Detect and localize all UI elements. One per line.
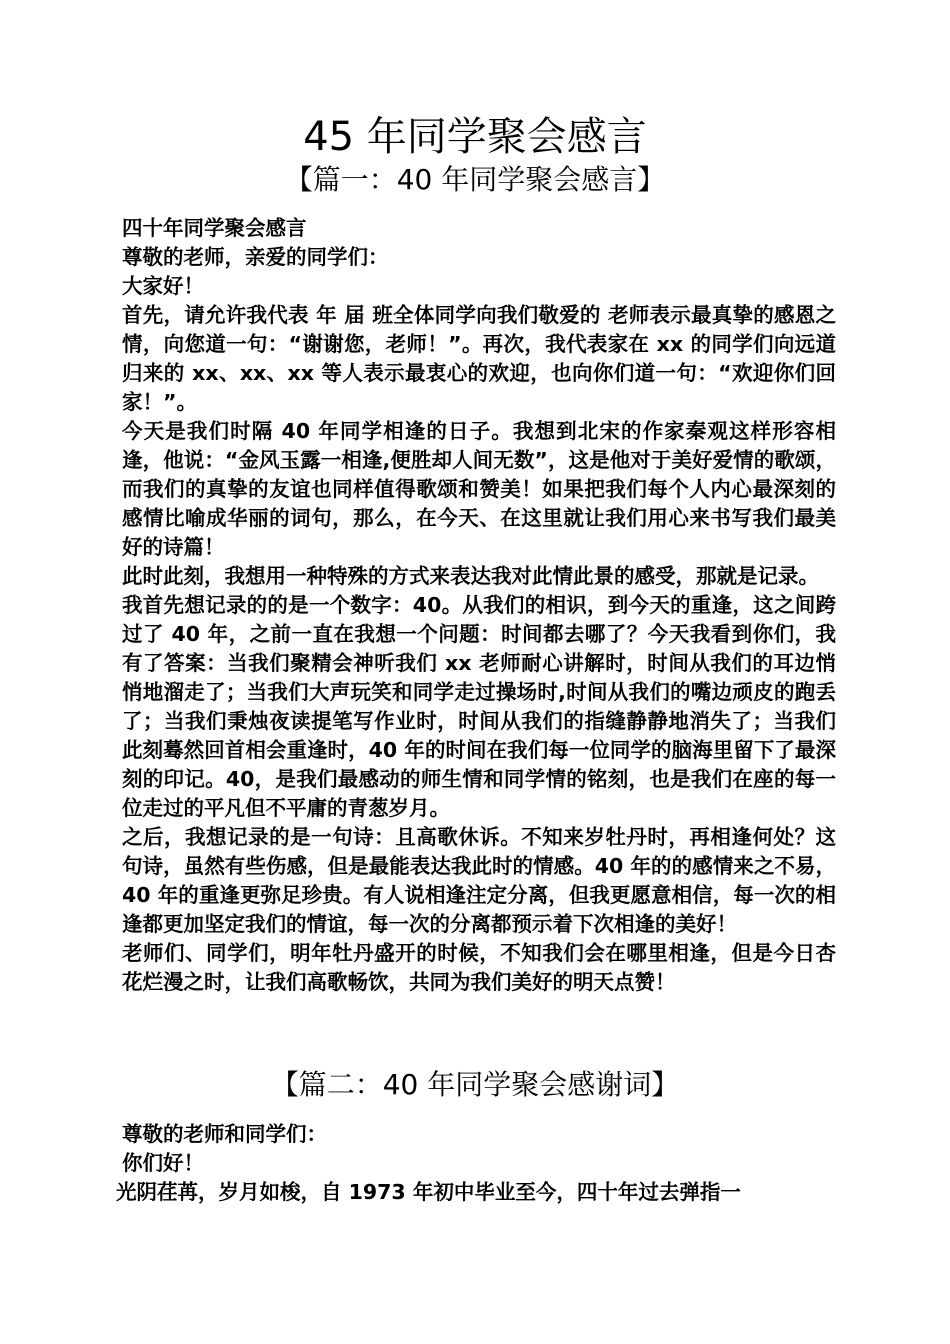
section1-paragraph: 四十年同学聚会感言: [122, 216, 307, 240]
section1-paragraph: 我首先想记录的的是一个数字：40。从我们的相识，到今天的重逢，这之间跨过了 40 年，之前一直在我想一个问题：时间都去哪了？今天我看到你们，我有了答案：当我们聚精会神听我们 xx 老师耐心讲解时，时间从我们的耳边悄悄地溜走了；当我们大声玩笑和同学走过操场时,时间从我们的嘴边顽皮的跑丢了；当我们秉烛夜读提笔写作业时，时间从我们的指缝静静地消失了；当我们此刻蓦然回首相会重逢时，40 年的时间在我们每一位同学的脑海里留下了最深刻的印记。40，是我们最感动的师生情和同学情的铭刻，也是我们在座的每一位走过的平凡但不平庸的青葱岁月。: [122, 593, 836, 820]
section2-paragraph: 尊敬的老师和同学们：: [122, 1122, 327, 1146]
document-title: 45 年同学聚会感言: [303, 114, 647, 160]
section1-paragraph: 尊敬的老师，亲爱的同学们：: [122, 245, 389, 269]
section2-body: [116, 1120, 836, 1207]
section1-heading: 【篇一：40 年同学聚会感言】: [284, 163, 666, 196]
section1-paragraph: 大家好！: [122, 274, 204, 298]
section2-heading: 【篇二：40 年同学聚会感谢词】: [270, 1068, 680, 1101]
section2-paragraph: 你们好！: [122, 1151, 204, 1175]
section1-body: [116, 214, 836, 997]
section2-paragraph: 光阴荏苒，岁月如梭，自 1973 年初中毕业至今，四十年过去弹指一: [116, 1180, 741, 1204]
section1-paragraph: 此时此刻，我想用一种特殊的方式来表达我对此情此景的感受，那就是记录。: [122, 564, 819, 588]
section1-paragraph: 今天是我们时隔 40 年同学相逢的日子。我想到北宋的作家秦观这样形容相逢，他说：“金风玉露一相逢,便胜却人间无数”，这是他对于美好爱情的歌颂，而我们的真挚的友谊也同样值得歌颂和赞美！如果把我们每个人内心最深刻的感情比喻成华丽的词句，那么，在今天、在这里就让我们用心来书写我们最美好的诗篇！: [122, 419, 836, 559]
section1-paragraph: 老师们、同学们，明年牡丹盛开的时候，不知我们会在哪里相逢，但是今日杏花烂漫之时，让我们高歌畅饮，共同为我们美好的明天点赞！: [122, 941, 836, 994]
section1-paragraph: 之后，我想记录的是一句诗：且高歌休诉。不知来岁牡丹时，再相逢何处？这句诗，虽然有些伤感，但是最能表达我此时的情感。40 年的的感情来之不易，40 年的重逢更弥足珍贵。有人说相逢注定分离，但我更愿意相信，每一次的相逢都更加坚定我们的情谊，每一次的分离都预示着下次相逢的美好！: [122, 825, 836, 936]
section1-paragraph: 首先，请允许我代表 年 届 班全体同学向我们敬爱的 老师表示最真挚的感恩之情，向您道一句：“谢谢您，老师！”。再次，我代表家在 xx 的同学们向远道归来的 xx、xx、xx 等人表示最衷心的欢迎，也向你们道一句：“欢迎你们回家！”。: [122, 303, 836, 414]
